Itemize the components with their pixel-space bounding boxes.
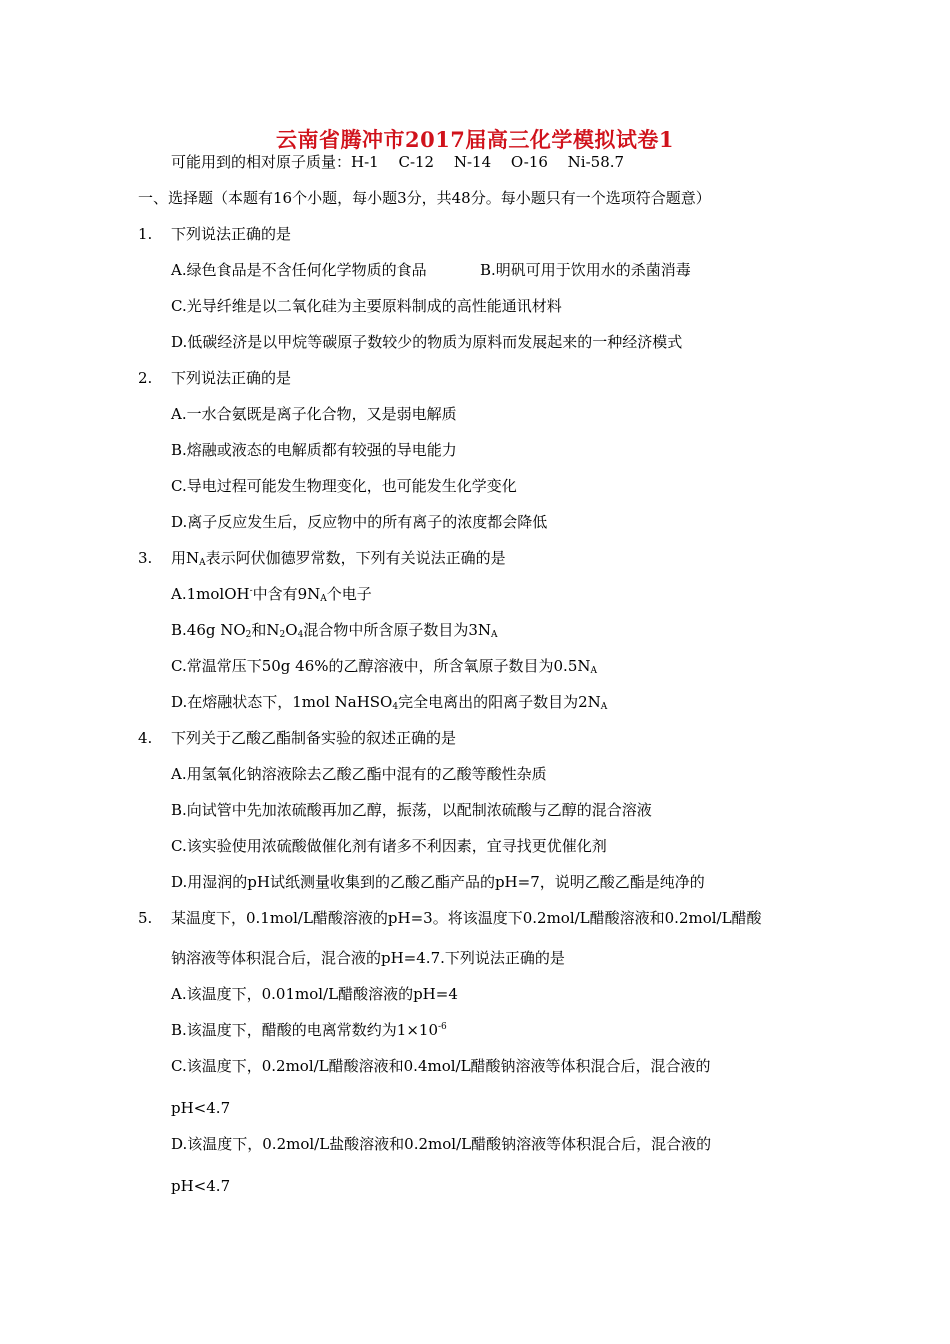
option-a: A.该温度下，0.01mol/L醋酸溶液的pH=4 xyxy=(171,985,458,1003)
page-title: 云南省腾冲市2017届高三化学模拟试卷1 xyxy=(275,127,675,152)
option-d: D.低碳经济是以甲烷等碳原子数较少的物质为原料而发展起来的一种经济模式 xyxy=(171,333,683,351)
option-d: D.在熔融状态下，1mol NaHSO$_4$完全电离出的阳离子数目为$2N_A$ xyxy=(171,693,608,712)
option-c: C.常温常压下50g 46%的乙醇溶液中，所含氧原子数目为$0.5N_A$ xyxy=(171,657,597,676)
section-heading: 一、选择题（本题有16个小题，每小题3分，共48分。每小题只有一个选项符合题意） xyxy=(138,189,711,207)
question-stem: 下列说法正确的是 xyxy=(171,225,292,243)
option-b: B.明矾可用于饮用水的杀菌消毒 xyxy=(480,261,691,279)
question-number: 2. xyxy=(138,369,153,387)
question-stem-line2: 钠溶液等体积混合后，混合液的pH=4.7.下列说法正确的是 xyxy=(171,949,565,967)
option-c: C.光导纤维是以二氧化硅为主要原料制成的高性能通讯材料 xyxy=(171,297,562,315)
option-d-line1: D.该温度下，0.2mol/L盐酸溶液和0.2mol/L醋酸钠溶液等体积混合后，混合液的 xyxy=(171,1135,712,1153)
option-d: D.用湿润的pH试纸测量收集到的乙酸乙酯产品的pH=7，说明乙酸乙酯是纯净的 xyxy=(171,873,705,891)
option-b: B.向试管中先加浓硫酸再加乙醇，振荡，以配制浓硫酸与乙醇的混合溶液 xyxy=(171,801,652,819)
option-c: C.该实验使用浓硫酸做催化剂有诸多不利因素，宜寻找更优催化剂 xyxy=(171,837,607,855)
option-c: C.导电过程可能发生物理变化，也可能发生化学变化 xyxy=(171,477,517,495)
question-number: 1. xyxy=(138,225,153,243)
question-stem: 下列说法正确的是 xyxy=(171,369,292,387)
option-a: A.用氢氧化钠溶液除去乙酸乙酯中混有的乙酸等酸性杂质 xyxy=(171,765,547,783)
option-c-line1: C.该温度下，0.2mol/L醋酸溶液和0.4mol/L醋酸钠溶液等体积混合后，混合液的 xyxy=(171,1057,711,1075)
question-number: 4. xyxy=(138,729,153,747)
option-d-line2: pH<4.7 xyxy=(171,1177,231,1195)
option-c-line2: pH<4.7 xyxy=(171,1099,231,1117)
option-a: A.1molOH-中含有$9N_A$个电子 xyxy=(171,585,372,604)
option-d: D.离子反应发生后，反应物中的所有离子的浓度都会降低 xyxy=(171,513,548,531)
question-stem-line1: 某温度下，0.1mol/L醋酸溶液的pH=3。将该温度下0.2mol/L醋酸溶液和0.2mol/L醋酸 xyxy=(171,909,762,927)
option-b: B.46g $NO_2$和$N_2O_4$混合物中所含原子数目为$3N_A$ xyxy=(171,621,498,640)
option-a: A.一水合氨既是离子化合物，又是弱电解质 xyxy=(171,405,457,423)
question-stem: 用$N_A$表示阿伏伽德罗常数，下列有关说法正确的是 xyxy=(171,549,506,568)
question-stem: 下列关于乙酸乙酯制备实验的叙述正确的是 xyxy=(171,729,457,747)
question-number: 5. xyxy=(138,909,153,927)
option-a: A.绿色食品是不含任何化学物质的食品 xyxy=(171,261,427,279)
option-b: B.该温度下，醋酸的电离常数约为$1\times 10^{-6}$ xyxy=(171,1021,447,1039)
option-b: B.熔融或液态的电解质都有较强的导电能力 xyxy=(171,441,457,459)
question-number: 3. xyxy=(138,549,153,567)
atomic-masses-note: 可能用到的相对原子质量：H-1 C-12 N-14 O-16 Ni-58.7 xyxy=(171,153,625,171)
